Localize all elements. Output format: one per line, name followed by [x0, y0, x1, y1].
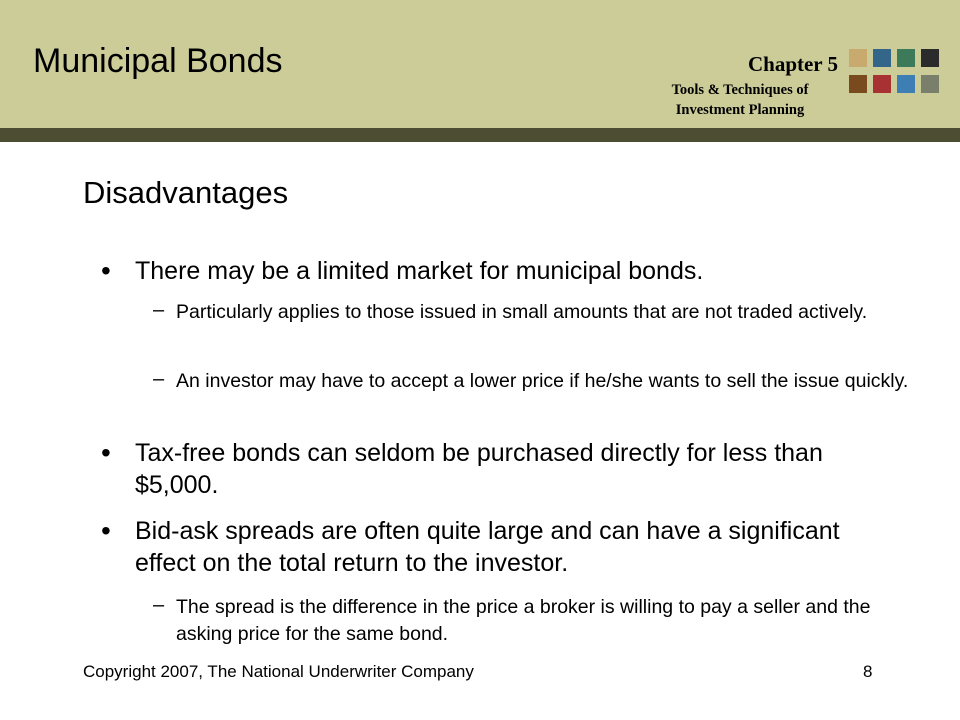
deck-title: Municipal Bonds [33, 42, 283, 80]
bullet-mark: • [101, 437, 111, 468]
color-swatch-4 [921, 49, 939, 67]
page-number: 8 [863, 662, 873, 681]
color-swatch-5 [849, 75, 867, 93]
bullet-mark: • [101, 515, 111, 546]
bullet-text: Tax-free bonds can seldom be purchased directly for less than $5,000. [135, 439, 823, 499]
chapter-label: Chapter 5 [747, 52, 838, 76]
sub-bullet-text: Particularly applies to those issued in small amounts that are not traded actively. [176, 301, 868, 323]
color-swatch-8 [921, 75, 939, 93]
sub-bullet-mark: – [153, 594, 165, 616]
sub-bullet-mark: – [153, 299, 165, 321]
copyright-footer: Copyright 2007, The National Underwriter Company [83, 662, 474, 681]
bullet-mark: • [101, 255, 111, 286]
sub-bullet-text: An investor may have to accept a lower price if he/she wants to sell the issue quickly. [176, 370, 909, 392]
subtitle-line-1: Tools & Techniques of [671, 82, 809, 98]
bullet-text: There may be a limited market for municipal bonds. [135, 257, 704, 285]
color-swatch-7 [897, 75, 915, 93]
color-swatch-6 [873, 75, 891, 93]
header-divider [0, 128, 960, 142]
color-swatch-1 [849, 49, 867, 67]
subtitle-line-2: Investment Planning [675, 102, 805, 118]
sub-bullet-text: The spread is the difference in the price a broker is willing to pay a seller and the asking price for the same bond. [176, 596, 871, 645]
bullet-text: Bid-ask spreads are often quite large and can have a significant effect on the total return to the investor. [135, 517, 840, 577]
book-subtitle [640, 80, 840, 120]
slide-title: Disadvantages [83, 175, 289, 210]
color-swatch-3 [897, 49, 915, 67]
sub-bullet-mark: – [153, 368, 165, 390]
color-swatch-2 [873, 49, 891, 67]
